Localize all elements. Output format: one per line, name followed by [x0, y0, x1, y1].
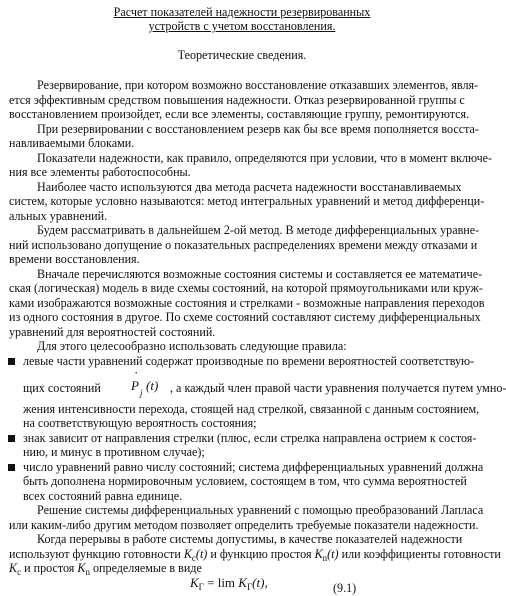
bullet-marker: [8, 435, 15, 442]
formula-arg: (t),: [252, 575, 268, 590]
symbol-subscript: n: [322, 553, 328, 563]
paragraph-line: навливаемыми блоками.: [9, 136, 135, 150]
text-segment: и функцию простоя: [210, 547, 312, 561]
symbol-k: K: [183, 547, 192, 561]
paragraph-line-with-symbols: [9, 561, 202, 580]
bullet-line: левые части уравнений содержат производные по времени вероятностей соответствую-: [23, 354, 475, 368]
paragraph-line: уравнений для вероятностей состояний.: [9, 325, 216, 339]
equation-number: (9.1): [333, 581, 357, 595]
bullet-marker: [8, 358, 15, 365]
formula-k: K: [190, 575, 199, 590]
symbol-k: K: [77, 561, 86, 575]
symbol-arg: (t): [327, 547, 339, 561]
paragraph-line: Резервирование, при котором возможно восстановление отказавших элементов, явля-: [37, 78, 479, 92]
paragraph-line: Показатели надежности, как правило, определяются при условии, что в момент включе-: [37, 151, 493, 165]
formula-p-symbol: P: [131, 378, 139, 393]
bullet-line: число уравнений равно числу состояний; система дифференциальных уравнений должна: [23, 460, 484, 474]
paragraph-line: Решение системы дифференциальных уравнений с помощью преобразований Лапласа: [37, 503, 484, 517]
paragraph-line: времени восстановления.: [9, 252, 140, 266]
formula-k-readiness: [190, 576, 268, 595]
bullet-line: нию, и минус в противном случае);: [23, 445, 205, 459]
doc-title-line-2: устройств с учетом восстановления.: [148, 19, 336, 33]
paragraph-line: альных уравнений.: [9, 209, 108, 223]
doc-title-line-1: Расчет показателей надежности резервированных: [113, 5, 371, 19]
paragraph-line: или каким-либо другим методом позволяет определить требуемые показатели надежности.: [9, 518, 479, 532]
symbol-subscript: c: [17, 567, 22, 577]
formula-p-subscript: j: [140, 388, 143, 398]
bullet-line: жения интенсивности перехода, стоящей над стрелкой, связанной с данным состоянием,: [23, 402, 480, 416]
bullet-line: , а каждый член правой части уравнения получается путем умно-: [170, 381, 506, 395]
bullet-line: всех состояний равна единице.: [23, 489, 183, 503]
paragraph-line: Будем рассматривать в дальнейшем 2-ой метод. В методе дифференциальных уравне-: [37, 223, 480, 237]
symbol-subscript: n: [85, 567, 90, 577]
formula-k: K: [238, 575, 247, 590]
text-segment: определяемые в виде: [93, 561, 202, 575]
paragraph-line: ется эффективным средством повышения надежности. Отказ резервированной группы с: [9, 93, 465, 107]
bullet-line: щих состояний: [23, 381, 101, 395]
paragraph-line: Вначале перечисляются возможные состояния системы и составляется ее математиче-: [37, 267, 483, 281]
section-heading: Теоретические сведения.: [177, 48, 307, 62]
symbol-k: K: [314, 547, 323, 561]
paragraph-line: При резервировании с восстановлением резерв как бы все время пополняется восста-: [37, 122, 479, 136]
symbol-k: K: [9, 561, 18, 575]
text-segment: и простоя: [24, 561, 75, 575]
paragraph-line: Наиболее часто используются два метода расчета надежности восстанавливаемых: [37, 180, 462, 194]
formula-limit: = lim: [207, 575, 236, 590]
formula-p-argument: (t): [146, 378, 159, 393]
paragraph-line: ками изображаются возможные состояния и стрелками - возможные направления переходов: [9, 296, 485, 310]
text-segment: используют функцию готовности: [9, 547, 181, 561]
formula-subscript: Г: [198, 582, 204, 592]
derivative-dot: ·: [134, 365, 139, 380]
bullet-line: быть дополнена нормировочным условием, состоящем в том, что сумма вероятностей: [23, 474, 467, 488]
symbol-arg: (t): [195, 547, 208, 561]
paragraph-line: ния все элементы работоспособны.: [9, 165, 191, 179]
paragraph-line: систем, которые условно называются: метод интегральных уравнений и метод дифференци-: [9, 194, 485, 208]
paragraph-line: Для этого целесообразно использовать следующие правила:: [37, 339, 347, 353]
bullet-marker: [8, 464, 15, 471]
paragraph-line: Когда перерывы в работе системы допустимы, в качестве показателей надежности: [37, 532, 463, 546]
paragraph-line: ская (логическая) модель в виде схемы состояний, на которой прямоугольниками или круж-: [9, 281, 483, 295]
symbol-subscript: c: [191, 553, 196, 563]
bullet-line: знак зависит от направления стрелки (плюс, если стрелка направлена острием к состоя-: [23, 431, 477, 445]
formula-subscript: Г: [246, 582, 253, 592]
text-segment: или коэффициенты готовности: [341, 547, 501, 561]
paragraph-line: восстановлением произойдет, если все элементы, составляющие группу, ремонтируются.: [9, 107, 470, 121]
paragraph-line: ний использовано допущение о показательных распределениях времени между отказами и: [9, 238, 478, 252]
paragraph-line: из одного состояния в другое. По схеме состояний составляют систему дифференциальных: [9, 310, 481, 324]
bullet-line: на соответствующую вероятность состояния;: [23, 416, 257, 430]
